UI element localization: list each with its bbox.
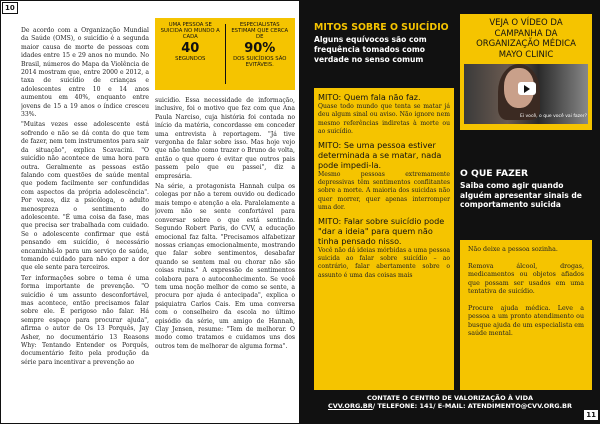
page-number-left: 10	[2, 2, 18, 14]
cvv-link[interactable]: CVV.ORG.BR	[327, 402, 373, 410]
stat-unit: SEGUNDOS	[175, 55, 206, 62]
myth-heading: MITO: Se uma pessoa estiver determinada a se matar, nada pode impedi-la.	[318, 139, 442, 170]
myths-title: MITOS SOBRE O SUICÍDIO	[314, 22, 449, 33]
stat-divider	[225, 24, 226, 84]
paragraph: "Muitas vezes esse adolescente está sofrendo e não se dá conta do que tem de fazer, nem tem instrumentos para sair da situação", explica Scavacini. "O suicídio não acontece de uma hora para outra. Geralmente as pessoas estão falando com questões de saúde mental que podem facilmente ser confundidas com aspectos da própria adolescência". Por vezes, diz a psicóloga, o adulto menospreza o sentimento do adolescente. "É uma coisa da fase, mas que precisa ser trabalhada com cuidado. Se o adolescente confirmar que está pensando em suicídio, é necessário encaminhá-lo para um serviço de saúde, tomando cuidado para não expor a dor que ele sente para terceiros.	[21, 121, 149, 272]
video-column	[460, 14, 592, 210]
video-panel	[460, 14, 592, 130]
footer-contact: / TELEFONE: 141/ E-MAIL: ATENDIMENTO@CVV.ORG.BR	[372, 402, 573, 410]
myth-heading: MITO: Quem fala não faz.	[318, 92, 421, 102]
myth-text: Quase todo mundo que tenta se matar já deu algum sinal ou aviso. Não ignore nem mesmo referências indiretas à morte ou ao suicídio.	[318, 103, 450, 136]
stat-label: UMA PESSOA SE SUICIDA NO MUNDO A CADA	[160, 22, 220, 41]
stats-box	[155, 18, 295, 90]
play-button[interactable]	[518, 82, 536, 95]
article-column-2	[155, 97, 295, 417]
article-column-1	[21, 27, 149, 419]
stat-label: ESPECIALISTAS ESTIMAM QUE CERCA DE	[231, 22, 289, 41]
page-number-right: 11	[586, 411, 596, 419]
paragraph: Na série, a protagonista Hannah culpa os colegas por não a terem ouvido ou dedicado mais tempo e atenção a ela. Paralelamente a jovem não se sente confortável para conversar sobre o que está sentindo. Segundo Robert Paris, do CVV, a educação emocional faz falta. "Precisamos alfabetizar nossas crianças emocionalmente, mostrando que falar sobre sentimentos, desabafar quando se sentem mal ou chorar não são coisas ruins." A expressão de sentimentos colabora para o autoconhecimento. Se você tem uma noção melhor de como se sente, a procura por ajuda é antecipada", explica o psiquiatra Carlos Cais. Em uma conversa com o conselheiro da escola no último episódio da série, um amigo de Hannah, Clay Jensen, resume: "Tem de melhorar. O modo como tratamos e cuidamos uns dos outros tem de melhorar de alguma forma".	[155, 183, 295, 350]
stat-number: 40	[181, 40, 200, 56]
list-item: Não deixe a pessoa sozinha.	[468, 246, 558, 253]
myth-heading: MITO: Falar sobre suicídio pode "dar a ideia" para quem não tinha pensado nisso.	[318, 215, 445, 246]
right-page	[300, 0, 600, 424]
footer-line-1: CONTATE O CENTRO DE VALORIZAÇÃO À VIDA	[366, 394, 534, 402]
video-caption: Ei você, o que você vai fazer?	[520, 114, 588, 119]
paragraph: De acordo com a Organização Mundial da Saúde (OMS), o suicídio é a segunda maior causa de morte de pessoas com idades entre 15 e 29 anos no mundo. No Brasil, números do Mapa da Violência de 2014 mostram que, entre 2000 e 2012, a taxa de suicídio de crianças e adolescentes entre 10 e 14 anos aumentou em 40%, enquanto entre jovens de 15 a 19 anos o índice cresceu 33%.	[21, 27, 149, 119]
stat-suicide-frequency	[158, 22, 223, 86]
video-thumbnail[interactable]	[464, 64, 588, 124]
what-to-do-title: O QUE FAZER	[460, 168, 529, 179]
myths-box	[314, 88, 454, 390]
stat-number: 90%	[244, 40, 276, 56]
contact-footer	[300, 394, 600, 410]
stat-preventable	[228, 22, 293, 86]
myths-subtitle: Alguns equívocos são com frequência tomados como verdade no senso comum	[314, 35, 427, 64]
stat-unit: DOS SUICÍDIOS SÃO EVITÁVEIS.	[233, 55, 287, 68]
list-item: Remova álcool, drogas, medicamentos ou objetos afiados que possam ser usados em uma tentativa de suicídio.	[468, 262, 584, 295]
what-to-do-subtitle: Saiba como agir quando alguém apresentar sinais de comportamento suicida	[460, 181, 582, 210]
paragraph: Ter informações sobre o tema é uma forma importante de prevenção. "O suicídio é um assunto desconfortável, mas acontece, então precisamos falar sobre ele. É perigoso não falar. Há sempre espaço para procurar ajuda", afirma o autor de Os 13 Porquês, Jay Asher, no documentário 13 Reasons Why: Tentando Entender os Porquês, documentário feito pela produção da série para incentivar a prevenção ao	[21, 274, 149, 366]
footer-line-2	[300, 402, 600, 410]
myths-header	[314, 14, 454, 64]
list-item: Procure ajuda médica. Leve a pessoa a um pronto atendimento ou busque ajuda de um especialista em saúde mental.	[468, 304, 584, 337]
myth-text: Mesmo pessoas extremamente depressivas têm sentimentos conflitantes sobre a morte. A maioria dos suicidas não quer morrer, quer apenas interromper uma dor.	[318, 170, 450, 212]
paragraph: suicídio. Essa necessidade de informação, inclusive, foi o motivo que fez com que Ana Paula Narciso, cuja história foi contada no início da matéria, concordasse em conceder uma entrevista à reportagem. "Já tive vergonha de falar sobre isso. Mas hoje vejo que não tenho como trazer o Bruno de volta, então o que quero é evitar que outros pais passem pelo que eu passei", diz a empresária.	[155, 97, 295, 180]
what-to-do-box	[460, 240, 592, 390]
video-title: VEJA O VÍDEO DA CAMPANHA DA ORGANIZAÇÃO MÉDICA MAYO CLINIC	[476, 18, 576, 60]
play-icon	[524, 85, 530, 93]
myth-text: Você não dá ideias mórbidas a uma pessoa suicida ao falar sobre suicídio – ao contrário, falar abertamente sobre o assunto é uma das coisas mais	[318, 246, 450, 279]
